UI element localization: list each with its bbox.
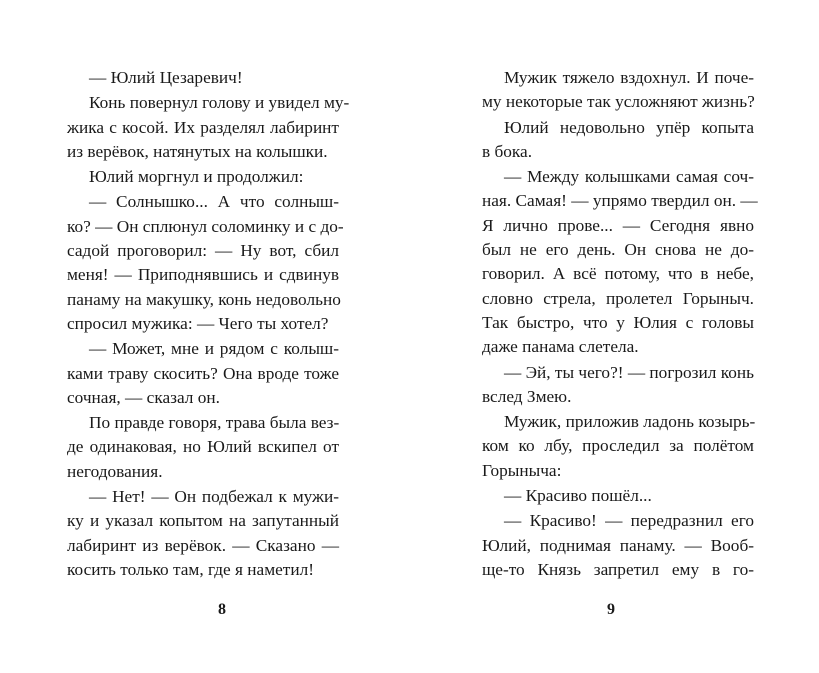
paragraph — [482, 410, 754, 483]
page-number-left: 8 — [218, 601, 226, 618]
text-line: Так быстро, что у Юлия с головы — [482, 312, 754, 332]
text-line: говорил. А всё потому, что в небе, — [482, 264, 754, 284]
text-line: — Юлий Цезаревич! — [89, 68, 243, 87]
text-line: де одинаковая, но Юлий вскипел от — [67, 437, 339, 457]
text-line: — Между колышками самая соч- — [504, 167, 754, 187]
paragraph — [67, 165, 339, 189]
text-line: ком ко лбу, проследил за полётом — [482, 436, 754, 456]
text-line: словно стрела, пролетел Горыныч. — [482, 288, 754, 308]
paragraph — [482, 361, 754, 410]
paragraph — [67, 91, 350, 164]
text-line: — Красиво! — передразнил его — [504, 511, 754, 531]
paragraph — [482, 116, 754, 165]
text-line: Юлий недовольно упёр копыта — [504, 117, 754, 137]
text-line: в бока. — [482, 141, 533, 161]
text-line: панаму на макушку, конь недовольно — [67, 289, 341, 309]
text-line: ками траву скосить? Она вроде тоже — [67, 363, 339, 383]
text-line: ку и указал копытом на запутанный — [67, 511, 339, 531]
paragraph — [67, 190, 344, 336]
paragraph — [67, 337, 339, 410]
text-line: Юлий моргнул и продолжил: — [89, 167, 304, 187]
text-line: ко? — Он сплюнул соломинку и с до- — [67, 216, 344, 236]
text-line: спросил мужика: — Чего ты хотел? — [67, 313, 329, 333]
text-line: вслед Змею. — [482, 386, 572, 406]
text-line: Конь повернул голову и увидел му- — [89, 93, 350, 113]
text-line: Мужик тяжело вздохнул. И поче- — [504, 68, 754, 87]
paragraph — [482, 165, 758, 359]
text-line: сочная, — сказал он. — [67, 387, 220, 407]
text-line: из верёвок, натянутых на колышки. — [67, 141, 328, 161]
text-line: Мужик, приложив ладонь козырь- — [504, 412, 756, 432]
text-line: меня! — Приподнявшись и сдвинув — [67, 265, 339, 285]
text-line: ще-то Князь запретил ему в го- — [482, 559, 754, 579]
paragraph — [482, 509, 754, 582]
right-page-text — [482, 66, 758, 583]
text-line: садой проговорил: — Ну вот, сбил — [67, 241, 339, 261]
text-line: Юлий, поднимая панаму. — Вооб- — [482, 535, 754, 555]
text-line: — Может, мне и рядом с колыш- — [89, 339, 339, 359]
text-line: — Солнышко... А что солныш- — [89, 192, 339, 212]
text-line: даже панама слетела. — [482, 337, 639, 357]
paragraph — [67, 485, 339, 582]
paragraph — [67, 66, 339, 90]
text-line: По правде говоря, трава была вез- — [89, 413, 340, 433]
paragraph — [482, 484, 754, 508]
text-line: Горыныча: — [482, 460, 562, 480]
text-line: — Красиво пошёл... — [504, 486, 652, 506]
text-line: ная. Самая! — упрямо твердил он. — — [482, 191, 758, 211]
text-line: жика с косой. Их разделял лабиринт — [67, 117, 339, 137]
paragraph — [482, 66, 754, 115]
text-line: Я лично прове... — Сегодня явно — [482, 215, 754, 235]
text-line: му некоторые так усложняют жизнь? — [482, 92, 755, 112]
text-line: был не его день. Он снова не до- — [482, 240, 754, 260]
text-line: косить только там, где я наметил! — [67, 559, 314, 579]
page-number-right: 9 — [607, 601, 615, 618]
text-line: — Нет! — Он подбежал к мужи- — [89, 487, 339, 507]
paragraph — [67, 411, 339, 484]
left-page-text — [67, 66, 350, 583]
text-line: — Эй, ты чего?! — погрозил конь — [504, 362, 754, 382]
text-line: негодования. — [67, 461, 163, 481]
text-line: лабиринт из верёвок. — Сказано — — [67, 535, 339, 555]
